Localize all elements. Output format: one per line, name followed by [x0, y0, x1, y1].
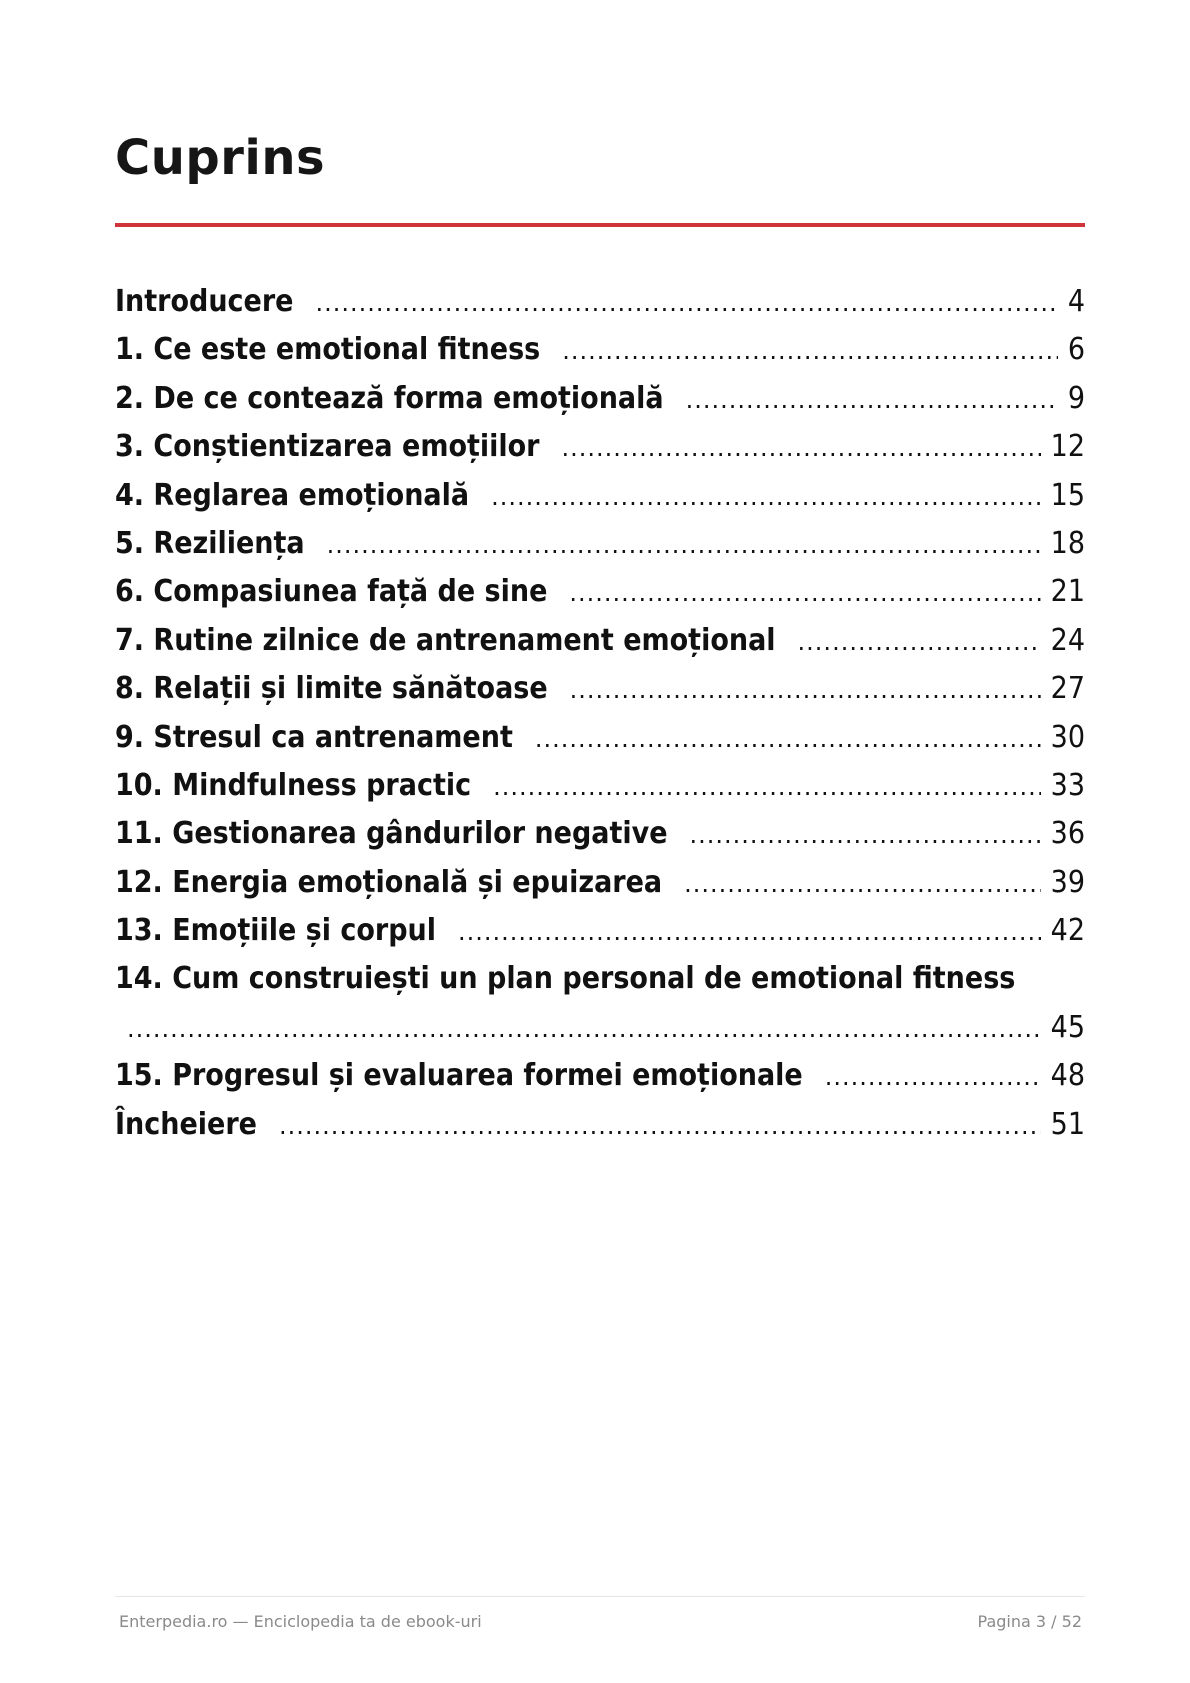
toc-entry-chapter-8[interactable]	[115, 665, 1085, 713]
toc-leader-dots	[570, 666, 1041, 714]
toc-entry-title: 15. Progresul și evaluarea formei emoționale	[115, 1058, 803, 1094]
toc-page-number: 15	[1050, 477, 1085, 513]
toc-leader-dots	[279, 1102, 1041, 1150]
toc-page-number: 30	[1050, 719, 1085, 755]
toc-entry-title: Încheiere	[115, 1106, 257, 1142]
toc-leader-dots	[327, 521, 1041, 569]
toc-entry-incheiere[interactable]	[115, 1101, 1085, 1149]
toc-page-number: 9	[1067, 380, 1085, 416]
toc-page-number: 24	[1050, 622, 1085, 658]
toc-leader-dots	[316, 279, 1058, 327]
toc-leader-dots	[690, 811, 1041, 859]
toc-page-number: 33	[1050, 767, 1085, 803]
toc-page-number: 6	[1067, 332, 1085, 368]
toc-leader-dots	[491, 473, 1041, 521]
toc-leader-dots	[458, 908, 1041, 956]
toc-entry-chapter-5[interactable]	[115, 520, 1085, 568]
toc-entry-title: 9. Stresul ca antrenament	[115, 719, 513, 755]
toc-page-number: 42	[1050, 913, 1085, 949]
toc-leader-dots	[535, 715, 1041, 763]
toc-leader-dots	[562, 327, 1058, 375]
toc-entry-chapter-12[interactable]	[115, 859, 1085, 907]
toc-page-number: 39	[1050, 864, 1085, 900]
toc-leader-dots	[825, 1053, 1041, 1101]
toc-entry-chapter-11[interactable]	[115, 810, 1085, 858]
toc-entry-title: 2. De ce contează forma emoțională	[115, 380, 664, 416]
title-divider	[115, 223, 1085, 227]
toc-entry-title: 6. Compasiunea față de sine	[115, 574, 548, 610]
toc-entry-chapter-4[interactable]	[115, 472, 1085, 520]
toc-entry-title: 8. Relații și limite sănătoase	[115, 671, 548, 707]
toc-entry-chapter-13[interactable]	[115, 907, 1085, 955]
toc-entry-chapter-6[interactable]	[115, 568, 1085, 616]
toc-page-number: 27	[1050, 671, 1085, 707]
toc-page-number: 18	[1050, 525, 1085, 561]
toc-entry-title: 7. Rutine zilnice de antrenament emoțional	[115, 622, 776, 658]
footer-site-name: Enterpedia.ro — Enciclopedia ta de ebook-uri	[119, 1612, 482, 1631]
toc-entry-title: 12. Energia emoțională și epuizarea	[115, 864, 663, 900]
toc-entry-chapter-9[interactable]	[115, 714, 1085, 762]
toc-entry-title: 3. Conștientizarea emoțiilor	[115, 429, 540, 465]
toc-page-number: 21	[1050, 574, 1085, 610]
toc-entry-title: 11. Gestionarea gândurilor negative	[115, 816, 668, 852]
table-of-contents	[115, 278, 1085, 1149]
toc-entry-chapter-3[interactable]	[115, 423, 1085, 471]
toc-leader-dots	[686, 376, 1058, 424]
toc-leader-dots	[115, 1005, 1041, 1053]
toc-entry-chapter-2[interactable]	[115, 375, 1085, 423]
toc-page-number: 51	[1050, 1106, 1085, 1142]
toc-leader-dots	[684, 860, 1041, 908]
toc-leader-dots	[569, 569, 1040, 617]
footer-page-number: Pagina 3 / 52	[977, 1612, 1082, 1631]
footer-divider	[115, 1596, 1085, 1597]
toc-leader-dots	[493, 763, 1041, 811]
toc-entry-title: 5. Reziliența	[115, 525, 305, 561]
toc-entry-title: 13. Emoțiile și corpul	[115, 913, 436, 949]
toc-page-number: 45	[1050, 1009, 1085, 1045]
toc-leader-dots	[562, 424, 1041, 472]
toc-entry-title: Introducere	[115, 284, 294, 319]
page-title: Cuprins	[115, 130, 326, 186]
toc-entry-title: 14. Cum construiești un plan personal de emotional fitness	[115, 961, 1016, 997]
toc-entry-introducere[interactable]	[115, 278, 1085, 326]
toc-entry-title: 1. Ce este emotional fitness	[115, 332, 541, 368]
toc-entry-chapter-14[interactable]	[115, 955, 1085, 1052]
toc-entry-chapter-15[interactable]	[115, 1052, 1085, 1100]
toc-entry-chapter-1[interactable]	[115, 326, 1085, 374]
toc-entry-chapter-10[interactable]	[115, 762, 1085, 810]
toc-leader-dots	[798, 618, 1041, 666]
toc-page-number: 48	[1050, 1058, 1085, 1094]
toc-page-number: 4	[1067, 284, 1085, 319]
toc-entry-chapter-7[interactable]	[115, 617, 1085, 665]
toc-page-number: 12	[1050, 429, 1085, 465]
toc-page-number: 36	[1050, 816, 1085, 852]
toc-entry-title: 10. Mindfulness practic	[115, 767, 472, 803]
toc-entry-title: 4. Reglarea emoțională	[115, 477, 470, 513]
